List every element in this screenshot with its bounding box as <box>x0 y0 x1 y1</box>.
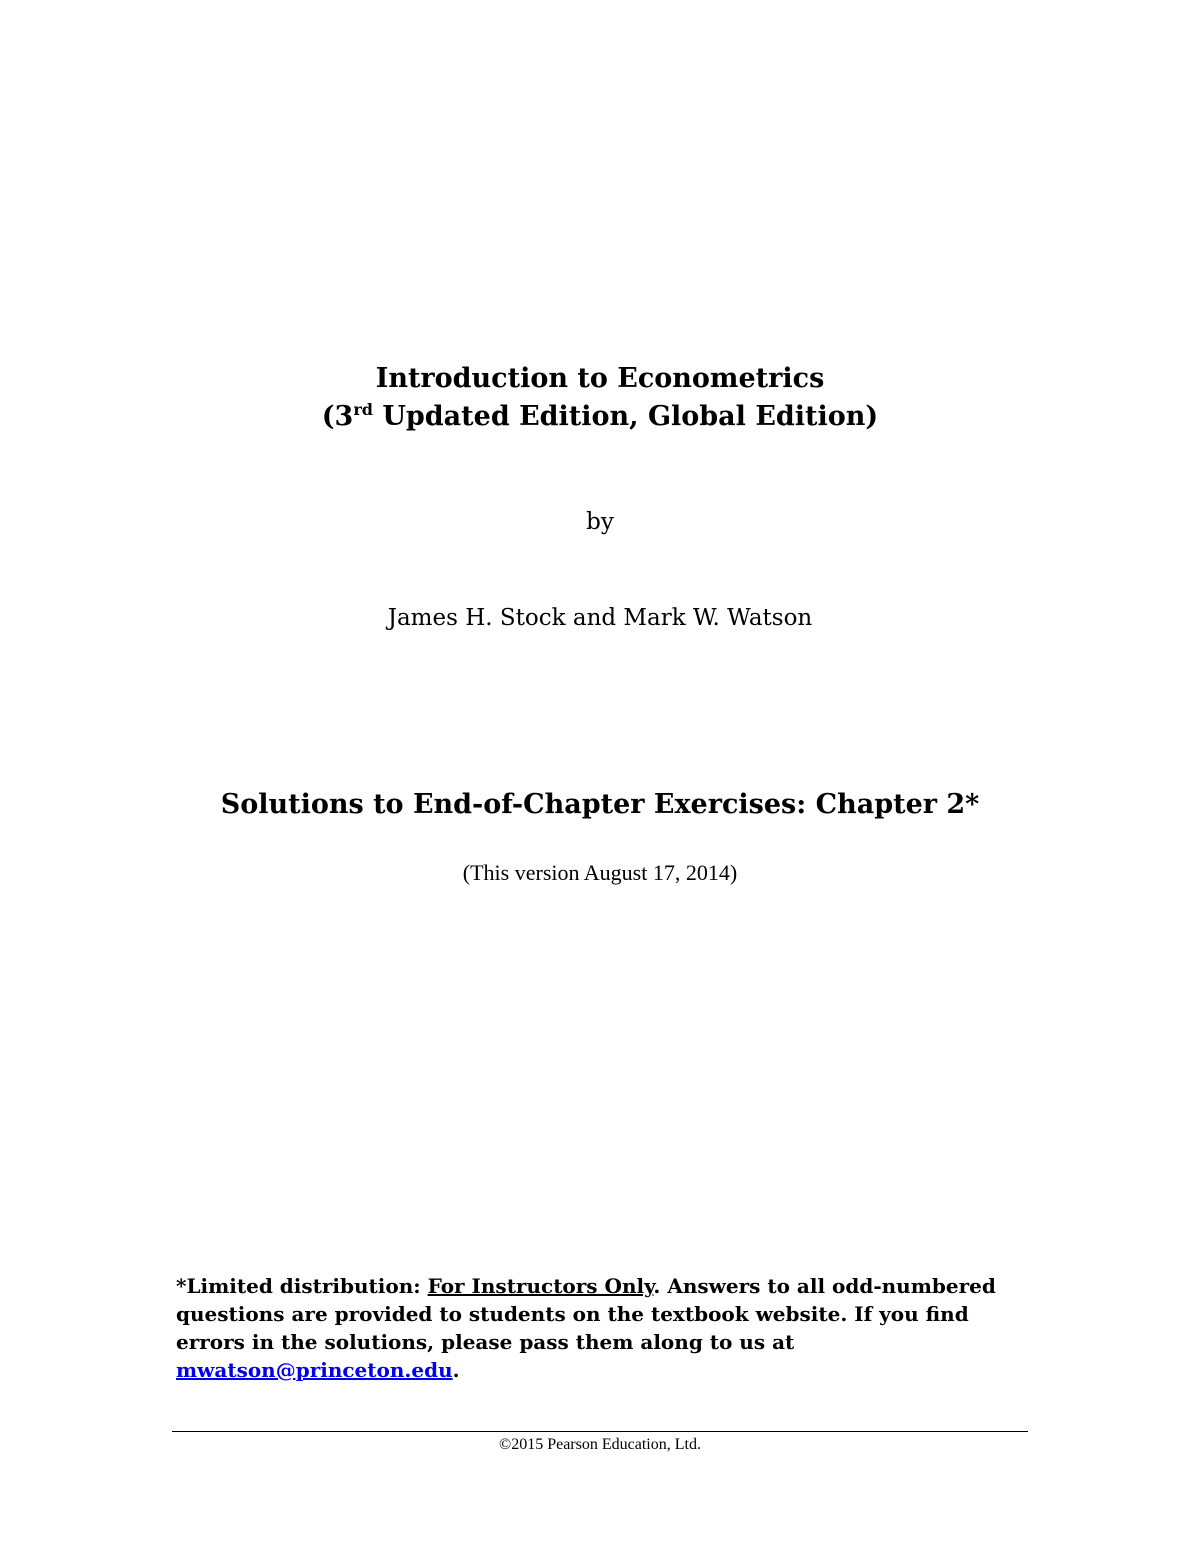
edition-open: (3 <box>321 401 354 432</box>
authors: James H. Stock and Mark W. Watson <box>387 605 813 631</box>
edition-ordinal-suffix: rd <box>353 400 373 419</box>
version-date: (This version August 17, 2014) <box>462 860 738 885</box>
distribution-footnote <box>176 1272 1016 1384</box>
footnote-suffix: . <box>452 1358 460 1382</box>
book-title-line1: Introduction to Econometrics <box>375 363 825 394</box>
solutions-title: Solutions to End-of-Chapter Exercises: Chapter 2* <box>220 789 980 820</box>
book-title-line2 <box>0 398 1200 436</box>
edition-rest: Updated Edition, Global Edition) <box>372 401 879 432</box>
footnote-middle: . Answers to all odd-numbered questions are provided to students on the textbook website. If you find errors in the solutions, please pass them along to us at <box>176 1274 996 1354</box>
copyright-notice: ©2015 Pearson Education, Ltd. <box>499 1436 701 1453</box>
email-link[interactable]: mwatson@princeton.edu <box>176 1358 453 1382</box>
by-text: by <box>586 509 614 535</box>
footnote-prefix: *Limited distribution: <box>176 1274 428 1298</box>
book-title <box>0 360 1200 436</box>
footnote-emphasis: For Instructors Only <box>427 1274 654 1298</box>
footer-divider <box>172 1431 1028 1432</box>
